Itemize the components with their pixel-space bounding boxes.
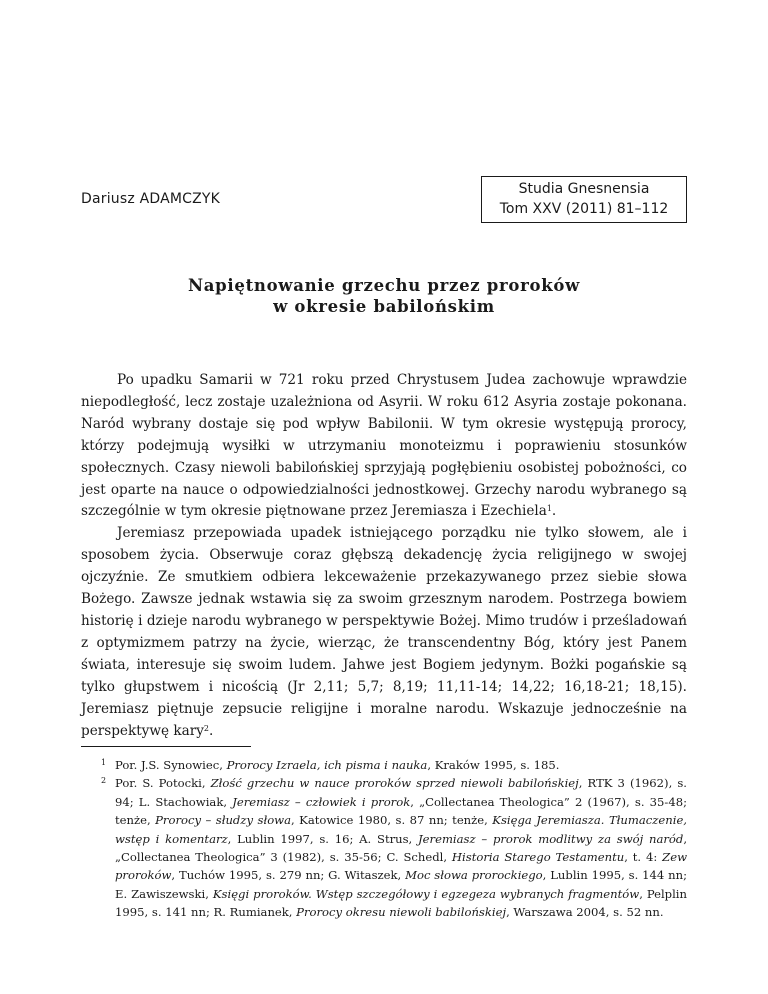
footnote-number-2: 2 [101,776,107,786]
footnote-text: , Warszawa 2004, s. 52 nn. [506,905,664,920]
paragraph-1 [81,370,687,523]
footnote-book-title: Prorocy okresu niewoli babilońskiej [296,905,507,920]
footnote-book-title: Księga Jeremiasza. Tłumaczenie, wstęp i komentarz [115,813,687,846]
paragraph-2-text: Jeremiasz przepowiada upadek istniejącego porządku nie tylko słowem, ale i sposobem życia. Obserwuje coraz głębszą dekadencję życia religijnego w swojej ojczyźnie. Ze smutkiem odbiera lekceważenie przekazywanego przez siebie słowa Bożego. Zawsze jednak wstawia się za swoim grzesznym narodem. Postrzega bowiem historię i dzieje narodu wybranego w perspektywie Bożej. Mimo trudów i prześladowań z optymizmem patrzy na życie, wierząc, że transcendentny Bóg, który jest Panem świata, interesuje się swoim ludem. Jahwe jest Bogiem jedynym. Bożki pogańskie są tylko głupstwem i nicością (Jr 2,11; 5,7; 8,19; 11,11-14; 14,22; 16,18-21; 18,15). Jeremiasz piętnuje zepsucie religijne i moralne narodu. Wskazuje jednocześnie na perspektywę kary [81,525,687,739]
footnote-1 [81,756,687,774]
author-name: Dariusz ADAMCZYK [81,191,221,207]
footnote-text: , Lublin 1995, s. 144 nn; E. Zawiszewski, [115,868,687,901]
footnote-text: , „Collectanea Theologica” 3 (1982), s. 35-56; C. Schedl, [115,831,687,865]
footnote-number-1: 1 [101,758,107,767]
footnote-text: Por. S. Potocki, [115,776,211,791]
footnote-text: , t. 4: [624,850,663,865]
article-body [81,370,687,742]
journal-volume: Tom XXV (2011) 81–112 [499,201,669,217]
journal-info-box [481,176,687,223]
footnote-separator [81,746,251,747]
title-line-2: w okresie babilońskim [273,297,495,316]
footnote-book-title: Złość grzechu w nauce proroków sprzed niewoli babilońskiej [210,776,579,791]
footnote-text: , Tuchów 1995, s. 279 nn; G. Witaszek, [171,868,406,883]
footnote-book-title: Prorocy Izraela, ich pisma i nauka [226,758,428,772]
paragraph-1-text: Po upadku Samarii w 721 roku przed Chrystusem Judea zachowuje wprawdzie niepodległość, lecz zostaje uzależniona od Asyrii. W roku 612 Asyria zostaje pokonana. Naród wybrany dostaje się pod wpływ Babilonii. W tym okresie występują prorocy, którzy podejmują wysiłki w utrzymaniu monoteizmu i poprawieniu stosunków społecznych. Czasy niewoli babilońskiej sprzyjają pogłębieniu osobistej pobożności, co jest oparte na nauce o odpowiedzialności jednostkowej. Grzechy narodu wybranego są szczególnie w tym okresie piętnowane przez Jeremiasza i Ezechiela [81,372,687,520]
footnote-book-title: Jeremiasz – prorok modlitwy za swój naród [418,831,684,846]
footnote-text: , Pelplin 1995, s. 141 nn; R. Rumianek, [115,886,687,920]
footnote-book-title: Zew proroków [115,850,687,883]
footnote-text: , Lublin 1997, s. 16; A. Strus, [227,831,419,846]
paragraph-2 [81,523,687,742]
footnote-book-title: Prorocy – słudzy słowa [155,813,292,828]
footnote-text: , „Collectanea Theologica” 2 (1967), s. 35-48; tenże, [115,794,688,828]
paragraph-1-end: . [551,503,557,520]
paragraph-2-end: . [208,722,214,739]
footnotes [81,756,687,922]
footnote-text: , Kraków 1995, s. 185. [427,758,560,772]
article-title [81,275,687,317]
title-line-1: Napiętnowanie grzechu przez proroków [188,276,580,295]
footnote-ref-1[interactable]: 1 [546,504,552,514]
footnote-text: , RTK 3 (1962), s. 94; L. Stachowiak, [115,776,687,809]
footnote-2 [81,774,687,921]
footnote-book-title: Jeremiasz – człowiek i prorok [232,794,411,809]
footnote-book-title: Księgi proroków. Wstęp szczegółowy i egzegeza wybranych fragmentów [212,886,640,901]
journal-title: Studia Gnesnensia [518,181,650,197]
footnote-book-title: Moc słowa prorockiego [405,868,543,883]
footnote-ref-2[interactable]: 2 [203,723,209,733]
footnote-text: Por. J.S. Synowiec, [115,758,227,772]
footnote-text: , Katowice 1980, s. 87 nn; tenże, [291,813,493,828]
footnote-book-title: Historia Starego Testamentu [451,850,625,865]
